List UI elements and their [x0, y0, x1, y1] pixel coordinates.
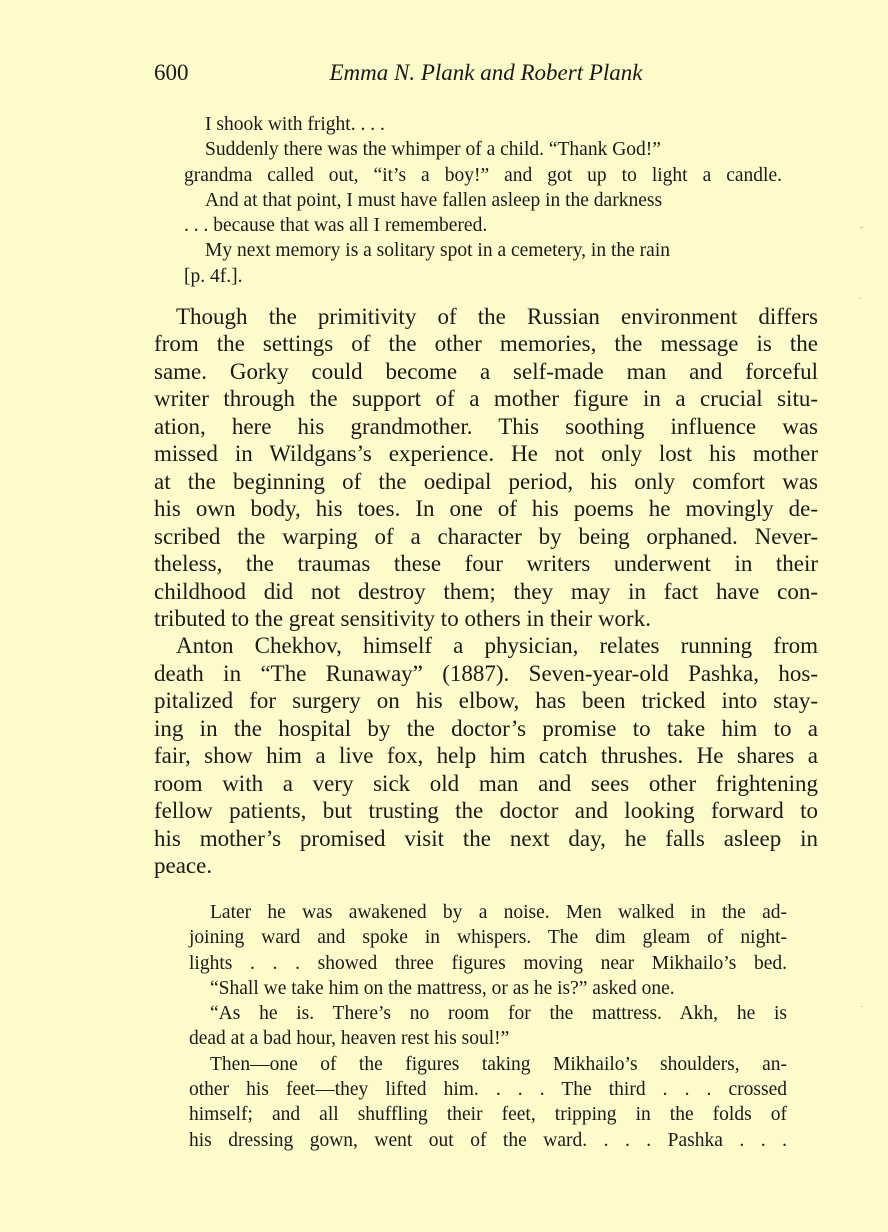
speck-mark: ·: [858, 294, 862, 305]
quote-line: Later he was awakened by a noise. Men walked in the ad-: [210, 902, 787, 923]
body-line: ing in the hospital by the doctor’s promise to take him to a: [154, 715, 818, 741]
body-line: peace.: [154, 853, 213, 879]
speck-mark: ·: [860, 1002, 864, 1013]
quote-line: I shook with fright. . . .: [205, 114, 385, 135]
running-title: Emma N. Plank and Robert Plank: [329, 60, 643, 85]
quote-line: dead at a bad hour, heaven rest his soul!”: [189, 1028, 510, 1050]
body-line: scribed the warping of a character by being orphaned. Never-: [154, 523, 818, 549]
body-line: childhood did not destroy them; they may in fact have con-: [154, 578, 818, 604]
body-line: writer through the support of a mother figure in a crucial situ-: [154, 386, 818, 412]
body-line: death in “The Runaway” (1887). Seven-year-old Pashka, hos-: [154, 660, 818, 686]
body-line: his mother’s promised visit the next day, he falls asleep in: [154, 825, 818, 851]
body-line: room with a very sick old man and sees other frightening: [154, 770, 818, 796]
quote-line: lights . . . showed three figures moving near Mikhailo’s bed.: [189, 952, 787, 974]
body-line: tributed to the great sensitivity to others in their work.: [154, 605, 651, 631]
body-line: Though the primitivity of the Russian environment differs: [176, 304, 818, 329]
body-line: from the settings of the other memories, the message is the: [154, 331, 818, 357]
body-line: his own body, his toes. In one of his poems he movingly de-: [154, 496, 818, 522]
block-quote-chekhov: [189, 900, 787, 1153]
quote-line: grandma called out, “it’s a boy!” and got up to light a candle.: [184, 164, 782, 186]
body-line: fellow patients, but trusting the doctor and looking forward to: [154, 798, 818, 824]
body-line: ation, here his grandmother. This soothing influence was: [154, 413, 818, 439]
body-text: [154, 303, 818, 880]
speck-mark: -: [860, 222, 864, 233]
body-line: same. Gorky could become a self-made man and forceful: [154, 358, 818, 384]
body-line: theless, the traumas these four writers underwent in their: [154, 551, 818, 577]
quote-line: My next memory is a solitary spot in a cemetery, in the rain: [205, 240, 670, 262]
quote-line: . . . because that was all I remembered.: [184, 215, 488, 237]
quote-line: [p. 4f.].: [184, 265, 243, 287]
body-line: at the beginning of the oedipal period, his only comfort was: [154, 468, 818, 494]
quote-line: Then—one of the figures taking Mikhailo’s shoulders, an-: [210, 1053, 787, 1075]
quote-line: joining ward and spoke in whispers. The dim gleam of night-: [189, 927, 787, 949]
body-line: Anton Chekhov, himself a physician, relates running from: [176, 633, 818, 659]
body-line: fair, show him a live fox, help him catch thrushes. He shares a: [154, 743, 818, 769]
quote-line: himself; and all shuffling their feet, tripping in the folds of: [189, 1104, 787, 1126]
quote-line: Suddenly there was the whimper of a child. “Thank God!”: [205, 139, 661, 161]
body-line: pitalized for surgery on his elbow, has been tricked into stay-: [154, 688, 818, 714]
block-quote-gorky: [184, 112, 782, 289]
page-number: 600: [154, 60, 189, 85]
quote-line: other his feet—they lifted him. . . . The third . . . crossed: [189, 1079, 787, 1101]
body-line: missed in Wildgans’s experience. He not only lost his mother: [154, 441, 818, 467]
quote-line: And at that point, I must have fallen asleep in the darkness: [205, 189, 663, 211]
quote-line: “As he is. There’s no room for the mattress. Akh, he is: [210, 1003, 787, 1025]
quote-line: “Shall we take him on the mattress, or as he is?” asked one.: [210, 977, 675, 999]
quote-line: his dressing gown, went out of the ward. . . . Pashka . . .: [189, 1129, 787, 1151]
